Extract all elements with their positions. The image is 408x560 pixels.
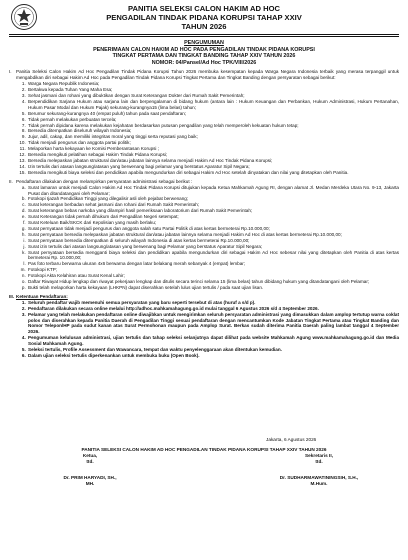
- secretary-signed: ttd.: [315, 459, 323, 464]
- documents-intro: Pendaftaran dilakukan dengan melampirkan persyaratan administrasi sebagai berikut :: [16, 178, 193, 184]
- list-item: f. Surat Keteluan Baik/SKCK dari Kepolisian yang masih berlaku;: [27, 220, 399, 226]
- secretary-name: Dr. SUDHARMAWATININGSIH, S.H., M.Hum.: [279, 475, 359, 486]
- header-rule-thin: [9, 36, 399, 37]
- list-item: 12. Bersedia mengikuti pelatihan sebagai Hakim Tindak Pidana Korupsi;: [27, 152, 399, 158]
- list-item: 14. Izin tertulis dari atasan langsung/atasan yang berwenang bagi pelamar yang berstatus Aparatur Sipil Negara;: [27, 164, 399, 170]
- list-item: e. Surat Keterangan tidak pernah dihukum dari Pengadilan Negeri setempat;: [27, 214, 399, 220]
- header-line-1: PANITIA SELEKSI CALON HAKIM AD HOC: [127, 4, 280, 13]
- list-item: 15. Bersedia mengikuti biaya seleksi dan pendidikan apabila mengundurkan diri sebagai Hakim Ad Hoc setelah dinyatakan dan nilai yang ditetapkan oleh Panitia.: [27, 170, 399, 176]
- list-item: 7. Tidak pernah dipidana karena melakukan kejahatan berdasarkan putusan pengadilan yang telah memperoleh kekuatan hukum tetap;: [27, 123, 399, 129]
- issue-date: Jakarta, 6 Agustus 2026: [266, 437, 317, 442]
- list-item: 9. Jujur, adil, cakap, dan memiliki integritas moral yang tinggi serta reputasi yang baik;: [27, 134, 399, 140]
- list-item: c. Surat keterangan berbadan sehat jasmani dan rohani dari Rumah Sakit Pemerintah;: [27, 202, 399, 208]
- list-item: j. Surat izin tertulis dari atasan langsung/atasan yang berwenang bagi Pelamar yang berstatus Aparatur Sipil Negara;: [27, 244, 399, 250]
- requirements-intro: Panitia Seleksi Calon Hakim Ad Hoc Pengadilan Tindak Pidana Korupsi Tahun 2026 membuka kesempatan kepada Warga Negara Indonesia terbaik yang merasa terpanggil untuk mengabdikan diri sebagai Hakim Ad Hoc pada Pengadilan Tindak Pidana Korupsi Tingkat Pertama dan Tingkat Banding dengan persyaratan sebagai berikut:: [16, 69, 399, 81]
- header-rule: [9, 34, 399, 35]
- list-item: 8. Bersedia ditempatkan diseluruh wilayah Indonesia;: [27, 128, 399, 134]
- list-item: 1. Seluruh pendaftar wajib memenuhi semua persyaratan yang baru seperti tersebut di atas (huruf a s/d p).: [27, 300, 399, 306]
- announcement-subtitle-2: TINGKAT PERTAMA DAN TINGKAT BANDING TAHAP XXIV TAHUN 2026: [112, 53, 296, 60]
- registration-provisions-section: [9, 294, 399, 359]
- header-line-2: PENGADILAN TINDAK PIDANA KORUPSI TAHAP XXIV: [106, 13, 302, 22]
- list-item: h. Surat pernyataan bersedia melepaskan jabatan struktural dan/atau jabatan lainnya selama menjadi Hakim Ad Hoc di atas kertas bermeterai Rp.10.000,00;: [27, 232, 399, 238]
- chair-name: Dr. PRIM HARYADI, SH., MH.: [63, 475, 117, 486]
- list-item: 4. Pengumuman kelulusan administrasi, ujian tertulis dan tahap seleksi selanjutnya dapat dilihat pada website Mahkamah Agung www.mahkamahagung.go.id dan Media Sosial Mahkamah Agung.: [27, 335, 399, 347]
- list-item: 3. Pelamar yang telah melakukan pendaftaran online diwajibkan untuk mengirimkan seluruh persyaratan administrasi yang dimasukkan dalam amplop tertutup warna coklat polos dan diserahkan kepada Panitia Daerah di Pengadilan Tinggi sesuai pendaftaran dengan mencantumkan Kode Jabatan Tingkat Pertama atau Tingkat Banding dan Nomor Telepon/HP pada sudut kanan atas Surat Permohonan maupun pada Amplop Surat. Berkas sudah diterima Panitia Daerah paling lambat tanggal 4 September 2026.: [27, 312, 399, 336]
- list-item: d. Surat keterangan bebas narkoba yang dilampiri hasil pemeriksaan laboratorium dari Rumah Sakit Pemerintah;: [27, 208, 399, 214]
- requirements-section: [9, 69, 399, 175]
- garuda-emblem-icon: [10, 3, 38, 31]
- announcement-title-block: [9, 40, 399, 66]
- chair-role: Ketua,: [82, 453, 98, 458]
- committee-name: PANITIA SELEKSI CALON HAKIM AD HOC PENGADILAN TINDAK PIDANA KORUPSI TAHAP XXIV TAHUN 2026: [81, 447, 327, 452]
- announcement-number: NOMOR: 04/Pansel/Ad Hoc TPK/VIII/2026: [151, 59, 257, 66]
- list-item: 3. Sehat jasmani dan rohani yang dibuktikan dengan Surat Keterangan Dokter dari Rumah Sakit Pemerintah;: [27, 93, 399, 99]
- list-item: i. Surat pernyataan bersedia ditempatkan di seluruh wilayah Indonesia di atas kertas bermeterai Rp.10.000,00;: [27, 238, 399, 244]
- documents-list: [16, 185, 399, 291]
- list-item: 6. Dalam ujian seleksi tertulis diperkenankan untuk membuka buku (Open Book).: [27, 353, 399, 359]
- list-item: g. Surat pernyataan tidak menjadi pengurus dan anggota salah satu Partai Politik di atas kertas bermeterai Rp.10.000,00;: [27, 226, 399, 232]
- list-item: o. Daftar Riwayat Hidup lengkap dan riwayat pekerjaan lengkap dan ditulis secara terinci selama 15 (lima belas) tahun dibidang hukum yang ditandatangani oleh Pelamar;: [27, 279, 399, 285]
- secretary-role: Sekretaris II,: [305, 453, 333, 458]
- announcement-subtitle-1: PENERIMAAN CALON HAKIM AD HOC PADA PENGADILAN TINDAK PIDANA KORUPSI: [93, 46, 315, 53]
- administrative-documents-section: [9, 179, 399, 291]
- list-item: 5. Berumur sekurang-kurangnya 40 (empat puluh) tahun pada saat pendaftaran;: [27, 111, 399, 117]
- list-item: 6. Tidak pernah melakukan perbuatan tercela;: [27, 117, 399, 123]
- committee-header: [9, 4, 399, 31]
- list-item: n. Fotokopi Akta Kelahiran atau Surat Kenal Lahir;: [27, 273, 399, 279]
- section-number: III.: [9, 293, 15, 299]
- provisions-title: Ketentuan Pendaftaran:: [16, 293, 68, 299]
- list-item: m. Fotokopi KTP;: [27, 267, 399, 273]
- requirements-list: [16, 81, 399, 176]
- section-number: I.: [9, 69, 12, 75]
- list-item: 4. Berpendidikan Sarjana Hukum atau sarjana lain dan berpengalaman di bidang hukum (antara lain : Hukum Keuangan dan Perbankan, Hukum Administrasi, Hukum Pertanahan, Hukum Pasar Modal dan Hukum Pajak) sekurang-kurangnya15 (lima belas) tahun;: [27, 99, 399, 111]
- section-number: II.: [9, 178, 13, 184]
- list-item: b. Fotokopi Ijazah Pendidikan Tinggi yang dilegalisir asli oleh pejabat berwenang;: [27, 196, 399, 202]
- chair-signed: ttd.: [86, 459, 94, 464]
- list-item: 10. Tidak menjadi pengurus dan anggota partai politik;: [27, 140, 399, 146]
- list-item: 2. Bertakwa kepada Tuhan Yang Maha Esa;: [27, 87, 399, 93]
- list-item: l. Pas foto terbaru berwarna ukuran 4x6 berwarna dengan latar belakang merah sebanyak 4 (empat) lembar;: [27, 261, 399, 267]
- announcement-label: PENGUMUMAN: [184, 40, 224, 46]
- header-line-3: TAHUN 2026: [181, 22, 227, 31]
- provisions-list: [16, 300, 399, 359]
- list-item: a. Surat lamaran untuk menjadi Calon Hakim Ad Hoc Tindak Pidana Korupsi ditujukan kepada Ketua Mahkamah Agung RI, dengan alamat Jl. Medan Merdeka Utara No. 9-13, Jakarta Pusat dan ditandatangani oleh Pelamar;: [27, 185, 399, 197]
- list-item: 11. Melaporkan harta kekayaan ke Komisi Pemberantasan Korupsi ;: [27, 146, 399, 152]
- chair-signature: [60, 453, 120, 486]
- list-item: k. Surat pernyataan bersedia mengganti biaya seleksi dan pendidikan apabila mengundurkan diri sebagai Hakim Ad Hoc sebesar nilai yang ditetapkan oleh Panitia di atas kertas bermeterai Rp. 10.000,00;: [27, 250, 399, 262]
- list-item: 5. Seleksi tertulis, Profile Assessment dan Wawancara, tempat dan waktu penyelenggaraan akan ditentukan kemudian.: [27, 347, 399, 353]
- secretary-signature: [274, 453, 364, 486]
- list-item: 1. Warga Negara Republik Indonesia;: [27, 81, 399, 87]
- list-item: 2. Pendaftaran dilakukan secara online melalui http://adhoc.mahkamahagung.go.id mulai tanggal 6 Agustus 2026 s/d 4 September 2026.: [27, 306, 399, 312]
- list-item: p. Bukti telah melaporkan harta kekayaan (LHKPN) dapat diserahkan setelah lulus ujian tertulis / pada saat ujian lisan.: [27, 285, 399, 291]
- list-item: 13. Bersedia melepaskan jabatan struktural dan/atau jabatan lainnya selama menjadi Hakim Ad Hoc Tindak Pidana Korupsi;: [27, 158, 399, 164]
